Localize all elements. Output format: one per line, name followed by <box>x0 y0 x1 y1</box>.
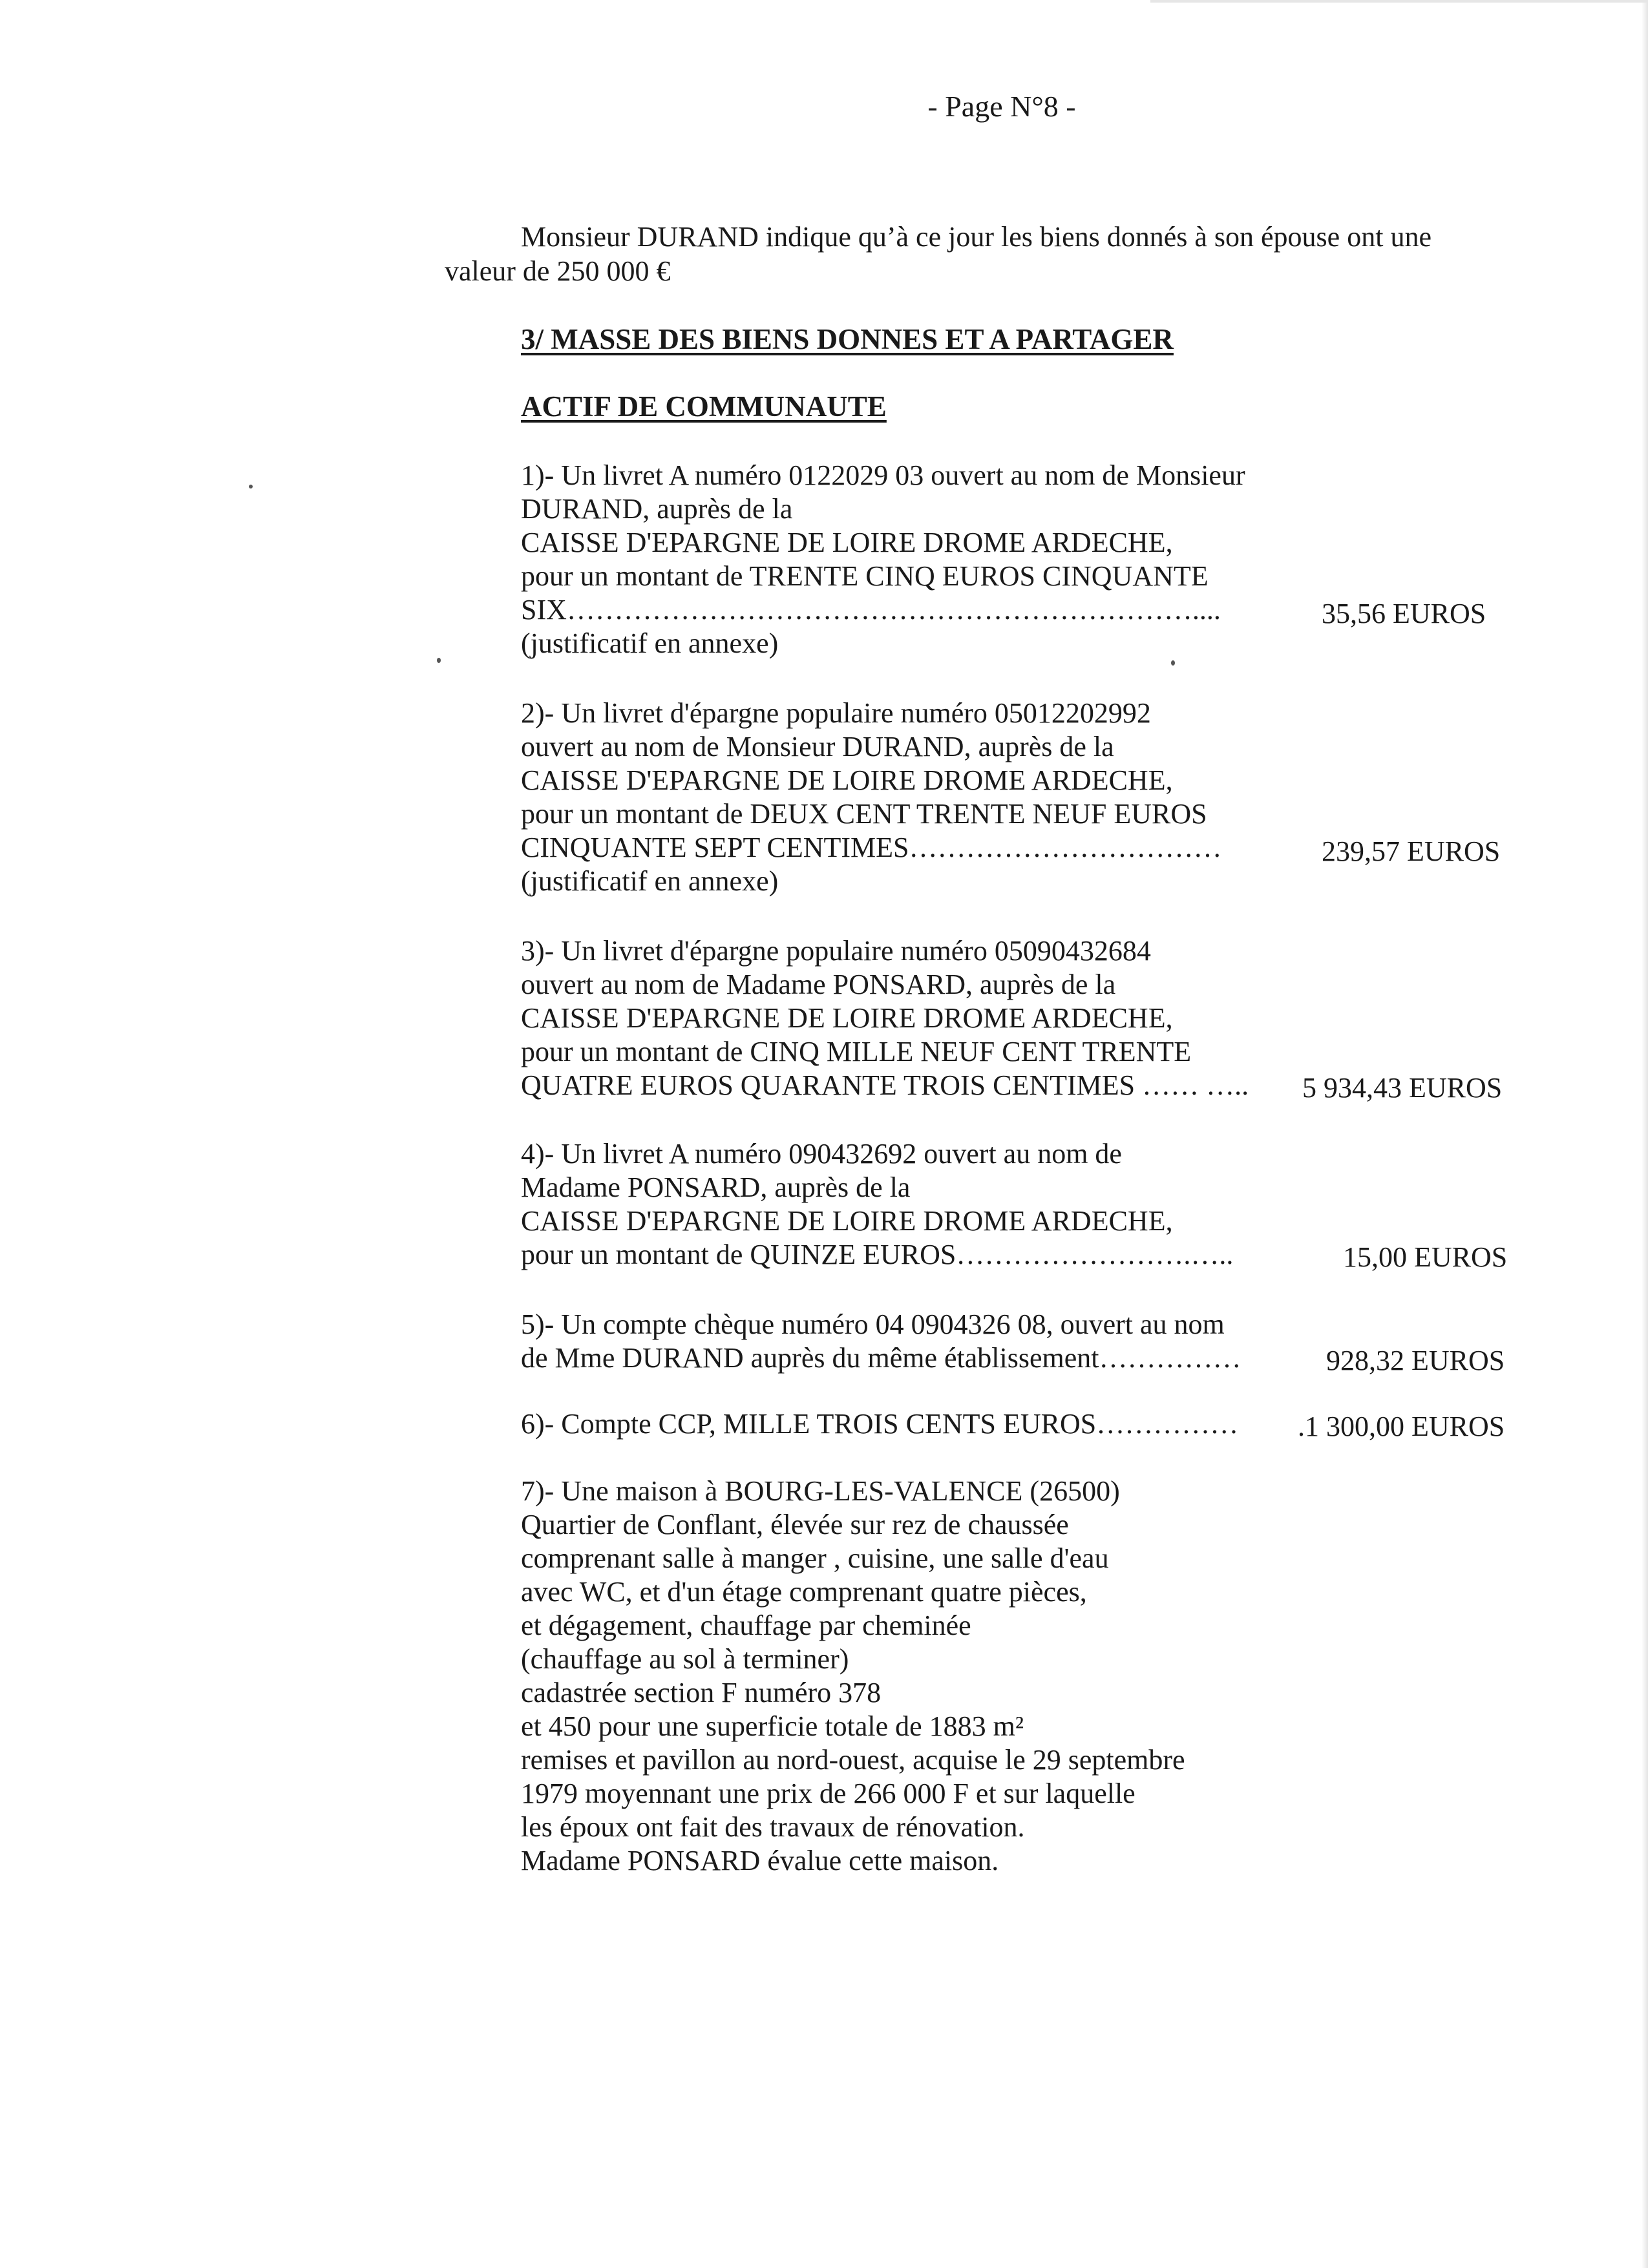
item-1-line: DURAND, auprès de la <box>521 493 793 525</box>
scan-speck <box>1171 660 1175 666</box>
scan-speck <box>437 658 441 663</box>
item-3-amount: 5 934,43 EUROS <box>1302 1072 1503 1104</box>
item-2-line: CAISSE D'EPARGNE DE LOIRE DROME ARDECHE, <box>521 764 1173 796</box>
item-3-line: pour un montant de CINQ MILLE NEUF CENT TRENTE <box>521 1036 1192 1067</box>
subsection-heading: ACTIF DE COMMUNAUTE <box>521 390 887 423</box>
item-4-line: Madame PONSARD, auprès de la <box>521 1171 911 1203</box>
item-4-line: CAISSE D'EPARGNE DE LOIRE DROME ARDECHE, <box>521 1205 1173 1237</box>
item-2-line: pour un montant de DEUX CENT TRENTE NEUF EUROS <box>521 798 1207 830</box>
item-7-line: comprenant salle à manger , cuisine, une salle d'eau <box>521 1542 1109 1574</box>
item-3-line: 3)- Un livret d'épargne populaire numéro 05090432684 <box>521 935 1151 967</box>
item-2-line: (justificatif en annexe) <box>521 865 779 897</box>
item-7-line: remises et pavillon au nord-ouest, acquise le 29 septembre <box>521 1744 1185 1776</box>
item-1-line: (justificatif en annexe) <box>521 627 779 659</box>
item-2-line: 2)- Un livret d'épargne populaire numéro 05012202992 <box>521 697 1151 729</box>
item-5-amount: 928,32 EUROS <box>1326 1345 1505 1376</box>
scan-edge <box>1642 0 1648 2268</box>
item-3-line: CAISSE D'EPARGNE DE LOIRE DROME ARDECHE, <box>521 1002 1173 1034</box>
page-number <box>0 89 1648 123</box>
item-1-line: 1)- Un livret A numéro 0122029 03 ouvert au nom de Monsieur <box>521 459 1245 491</box>
item-7-line: et 450 pour une superficie totale de 1883 m² <box>521 1710 1024 1742</box>
item-2-line: CINQUANTE SEPT CENTIMES…………………………… <box>521 832 1222 863</box>
item-5-line: 5)- Un compte chèque numéro 04 0904326 08, ouvert au nom <box>521 1308 1225 1340</box>
scan-speck <box>249 485 253 488</box>
item-1-line: pour un montant de TRENTE CINQ EUROS CINQUANTE <box>521 560 1209 592</box>
item-7-line: avec WC, et d'un étage comprenant quatre pièces, <box>521 1576 1087 1608</box>
item-1-line: CAISSE D'EPARGNE DE LOIRE DROME ARDECHE, <box>521 527 1173 558</box>
item-2-amount: 239,57 EUROS <box>1322 835 1501 867</box>
item-4-line: 4)- Un livret A numéro 090432692 ouvert au nom de <box>521 1138 1122 1170</box>
item-7-line: 1979 moyennant une prix de 266 000 F et sur laquelle <box>521 1778 1136 1809</box>
item-7-line: 7)- Une maison à BOURG-LES-VALENCE (26500) <box>521 1475 1120 1507</box>
item-3-line: ouvert au nom de Madame PONSARD, auprès de la <box>521 969 1116 1000</box>
item-7-line: cadastrée section F numéro 378 <box>521 1677 882 1708</box>
intro-line: valeur de 250 000 € <box>445 255 671 287</box>
item-6-amount: .1 300,00 EUROS <box>1298 1411 1505 1442</box>
item-7-line: (chauffage au sol à terminer) <box>521 1643 849 1675</box>
item-5-line: de Mme DURAND auprès du même établissement…………… <box>521 1342 1241 1374</box>
item-3-line: QUATRE EUROS QUARANTE TROIS CENTIMES …… ….. <box>521 1069 1249 1101</box>
item-1-amount: 35,56 EUROS <box>1322 598 1486 629</box>
item-4-line: pour un montant de QUINZE EUROS…………………….….. <box>521 1239 1234 1270</box>
item-1-line: SIX………………………………………………………….... <box>521 594 1221 625</box>
item-6-line: 6)- Compte CCP, MILLE TROIS CENTS EUROS…………… <box>521 1408 1239 1440</box>
item-7-line: et dégagement, chauffage par cheminée <box>521 1610 971 1641</box>
section-heading: 3/ MASSE DES BIENS DONNES ET A PARTAGER <box>521 323 1174 355</box>
scan-edge <box>1150 0 1648 3</box>
item-2-line: ouvert au nom de Monsieur DURAND, auprès de la <box>521 731 1114 762</box>
item-7-line: Madame PONSARD évalue cette maison. <box>521 1845 999 1876</box>
intro-line: Monsieur DURAND indique qu’à ce jour les biens donnés à son épouse ont une <box>521 221 1431 253</box>
item-4-amount: 15,00 EUROS <box>1343 1241 1508 1273</box>
item-7-line: Quartier de Conflant, élevée sur rez de chaussée <box>521 1509 1069 1540</box>
item-7-line: les époux ont fait des travaux de rénovation. <box>521 1811 1025 1843</box>
page-number-text: - Page N°8 - <box>927 90 1076 123</box>
